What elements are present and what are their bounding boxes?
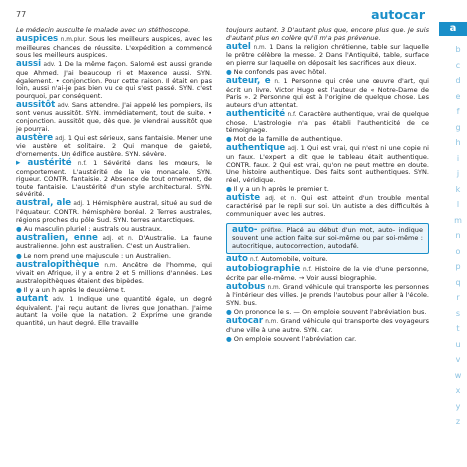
letter-tab-m[interactable]: m bbox=[454, 215, 462, 225]
definition-text: Histoire de la vie d'une personne, écrite par elle-même. → Voir aussi biographie. bbox=[226, 265, 429, 282]
definition-text: Sous les meilleurs auspices, avec les meilleures chances de réussite. L'expédition a commencé sous les meilleurs auspices. bbox=[16, 35, 212, 60]
definition-text: 1 Hémisphère austral, situé au sud de l'équateur. CONTR. hémisphère boréal. 2 Terres australes, régions proches du pôle Sud. SYN. terres antarctiques. bbox=[16, 199, 212, 224]
letter-tab-s[interactable]: s bbox=[455, 308, 461, 318]
dictionary-entry bbox=[16, 200, 212, 224]
note-text: Il y a un h après le premier t. bbox=[233, 184, 329, 193]
part-of-speech: adj. et n. bbox=[102, 235, 134, 242]
headword: authentique bbox=[226, 143, 286, 154]
headword: autel bbox=[226, 41, 251, 52]
part-of-speech: n.m. bbox=[253, 44, 267, 51]
definition-text: 1 Dans la religion chrétienne, table sur laquelle le prêtre célèbre la messe. 2 Dans l'Antiquité, table, surface en pierre sur laquelle on déposait les sacrifices aux dieux. bbox=[226, 42, 429, 67]
dictionary-entry bbox=[16, 232, 212, 251]
note-marker-icon: ● bbox=[226, 67, 234, 76]
letter-tab-e[interactable]: e bbox=[455, 91, 461, 101]
definition-text: Grand véhicule qui transporte des voyageurs d'une ville à une autre. SYN. car. bbox=[226, 317, 429, 334]
part-of-speech: adv. bbox=[43, 62, 56, 69]
part-of-speech: préfixe. bbox=[261, 227, 283, 234]
dictionary-entry bbox=[226, 108, 429, 135]
note-text: Il y a un h après le deuxième t. bbox=[23, 285, 126, 294]
note-text: Au masculin pluriel : australs ou austraux. bbox=[23, 224, 163, 233]
note-text: Le nom prend une majuscule : un Australien. bbox=[23, 251, 171, 260]
headword: autobus bbox=[226, 281, 266, 292]
definition-text: Grand véhicule qui transporte les personnes à l'intérieur des villes. Je prends l'autobus pour aller à l'école. SYN. bus. bbox=[226, 282, 429, 307]
letter-tab-u[interactable]: u bbox=[455, 339, 461, 349]
letter-tab-b[interactable]: b bbox=[455, 45, 461, 54]
definition-text: Placé au début d'un mot, auto- indique souvent une action faite sur soi-même ou par soi-même : autocritique, autocorrection, autodafé. bbox=[232, 225, 423, 250]
page-number: 77 bbox=[16, 10, 27, 19]
part-of-speech: adj. et n. bbox=[264, 195, 297, 202]
definition-text: 1 Qui est sérieux, sans fantaisie. Mener une vie austère et solitaire. 2 Qui manque de gaieté, d'ornements. Un édifice austère. SYN. sévère. bbox=[16, 133, 212, 158]
dictionary-entry bbox=[226, 281, 429, 308]
letter-tab-y[interactable]: y bbox=[455, 401, 461, 411]
definition-text: 1 Personne qui crée une œuvre d'art, qui écrit un livre. Victor Hugo est l'auteur de « Notre-Dame de Paris ». 2 Personne qui est à l'origine de quelque chose. Les auteurs d'un attentat. bbox=[226, 77, 430, 109]
part-of-speech: n.f. bbox=[250, 256, 260, 263]
part-of-speech: n.m. bbox=[267, 284, 281, 291]
part-of-speech: adj. bbox=[287, 146, 299, 153]
example-text: Le médecin ausculte le malade avec un stéthoscope. bbox=[16, 26, 191, 34]
note-marker-icon: ● bbox=[16, 285, 24, 294]
dictionary-entry bbox=[16, 132, 212, 159]
letter-tab-i[interactable]: i bbox=[456, 153, 460, 163]
headword: ▸ austérité bbox=[16, 158, 72, 168]
definition-text: 1 Sévérité dans les mœurs, le comportement. L'austérité de la vie monacale. SYN. rigueur. CONTR. fantaisie. 2 Absence de tout ornement, de toute fantaisie. L'austérité d'un style architectural. SYN. sévérité. bbox=[16, 159, 212, 199]
headword: aussitôt bbox=[16, 99, 56, 110]
dictionary-entry bbox=[16, 36, 212, 60]
dictionary-entry bbox=[16, 160, 212, 199]
example-text: toujours autant. 3 D'autant plus que, encore plus que. Je suis d'autant plus en colère qu'il m'a pas prévenue. bbox=[226, 26, 429, 42]
dictionary-entry bbox=[16, 296, 212, 327]
part-of-speech: n.m. bbox=[104, 262, 118, 269]
continued-text bbox=[226, 27, 429, 42]
page-header bbox=[10, 8, 427, 24]
letter-tab-f[interactable]: f bbox=[456, 107, 460, 116]
headword: aussi bbox=[16, 59, 42, 70]
alphabet-thumb-index bbox=[435, 22, 467, 462]
note-text: On prononce le s. — On emploie souvent l'abréviation bus. bbox=[233, 308, 427, 316]
dictionary-entry bbox=[226, 41, 429, 68]
letter-tab-c[interactable]: c bbox=[455, 60, 461, 70]
dictionary-entry bbox=[226, 192, 429, 219]
note-text: Ne confonds pas avec hôtel. bbox=[233, 67, 327, 76]
headword: auto bbox=[226, 253, 248, 264]
headword: australopithèque bbox=[16, 259, 100, 270]
headword: austral, ale bbox=[16, 198, 72, 209]
letter-tab-g[interactable]: g bbox=[455, 122, 461, 132]
letter-tab-d[interactable]: d bbox=[455, 76, 461, 85]
headword: autobiographie bbox=[226, 264, 301, 275]
definition-text: D'Australie. La faune australienne. John est australien. C'est un Australien. bbox=[16, 233, 212, 251]
note-marker-icon: ● bbox=[16, 251, 24, 260]
part-of-speech: n. bbox=[274, 79, 280, 86]
letter-tab-z[interactable]: z bbox=[455, 417, 461, 426]
letter-tab-p[interactable]: p bbox=[455, 262, 461, 271]
letter-tab-r[interactable]: r bbox=[456, 293, 460, 302]
headword: auto- bbox=[232, 224, 258, 235]
letter-tab-h[interactable]: h bbox=[455, 138, 461, 147]
part-of-speech: n.f. bbox=[287, 111, 297, 118]
part-of-speech: adv. bbox=[57, 102, 70, 109]
definition-text: Automobile, voiture. bbox=[261, 254, 328, 263]
part-of-speech: adv. bbox=[52, 297, 65, 303]
definition-text: Qui est atteint d'un trouble mental caractérisé par le repli sur soi. Un autiste a des difficultés à communiquer avec les autres. bbox=[226, 193, 429, 219]
letter-tab-n[interactable]: n bbox=[455, 231, 461, 240]
definition-text: Sans attendre. J'ai appelé les pompiers, ils sont venus aussitôt. SYN. immédiatement, tout de suite. • conjonction. aussitôt que, dès que. Je viendrai aussitôt que je pourrai. bbox=[16, 100, 212, 133]
dictionary-entry bbox=[16, 99, 212, 133]
note-marker-icon: ● bbox=[226, 334, 234, 343]
headword: autocar bbox=[226, 316, 264, 327]
running-headword: autocar bbox=[371, 7, 425, 22]
headword: auspices bbox=[16, 34, 59, 45]
definition-text: 1 De la même façon. Salomé est aussi grande que Ahmed. J'ai beaucoup ri et Maxence aussi. SYN. également. • conjonction. Pour cette raison. Il était en pas loin, aussi n'ai-je pas bien vu ce qui s'est passé. SYN. c'est pourquoi, par conséquent. bbox=[16, 60, 212, 100]
headword: australien, enne bbox=[16, 232, 98, 243]
letter-tab-t[interactable]: t bbox=[456, 324, 460, 333]
right-column bbox=[226, 27, 429, 345]
note-text: On emploie souvent l'abréviation car. bbox=[233, 334, 357, 343]
letter-tab-j[interactable]: j bbox=[456, 169, 460, 178]
headword: authenticité bbox=[226, 108, 286, 119]
letter-tab-o[interactable]: o bbox=[455, 246, 461, 256]
letter-tab-x[interactable]: x bbox=[455, 386, 461, 395]
headword: autant bbox=[16, 294, 49, 304]
definition-text: Ancêtre de l'homme, qui vivait en Afrique, il y a entre 2 et 5 millions d'années. Les australopithèques étaient des bipèdes. bbox=[16, 260, 212, 285]
part-of-speech: n.f. bbox=[303, 267, 313, 274]
prefix-box bbox=[226, 223, 429, 255]
left-column bbox=[16, 27, 212, 329]
note-marker-icon: ● bbox=[226, 308, 234, 316]
part-of-speech: n.m.plur. bbox=[60, 37, 87, 44]
note-marker-icon: ● bbox=[16, 224, 24, 233]
dictionary-entry bbox=[226, 145, 429, 184]
part-of-speech: adj. bbox=[55, 135, 66, 142]
headword: autiste bbox=[226, 192, 261, 203]
note-marker-icon: ● bbox=[226, 135, 234, 144]
dictionary-entry bbox=[226, 318, 429, 334]
headword: austère bbox=[16, 132, 54, 143]
letter-tab-k[interactable]: k bbox=[455, 184, 461, 194]
definition-text: 1 Qui est vrai, qui n'est ni une copie ni un faux. L'expert a dit que le tableau était authentique. CONTR. faux. 2 Qui est vrai, qu'on ne peut mettre en doute. Une histoire authentique. Des faits sont authentiques. SYN. réel, véridique. bbox=[226, 144, 429, 184]
dictionary-entry bbox=[16, 259, 212, 286]
part-of-speech: n.f. bbox=[77, 161, 87, 167]
part-of-speech: adj. bbox=[73, 201, 85, 208]
letter-tab-v[interactable]: v bbox=[455, 355, 461, 364]
letter-tab-q[interactable]: q bbox=[455, 277, 461, 287]
letter-tab-w[interactable]: w bbox=[454, 370, 462, 380]
dictionary-entry bbox=[226, 78, 429, 109]
definition-text: 1 Indique une quantité égale, un degré équivalent. J'ai reçu autant de livres que Jonathan. J'aime autant la voile que la natation. 2 Exprime une grande quantité, un haut degré. Elle travaille bbox=[16, 295, 212, 327]
part-of-speech: n.m. bbox=[265, 319, 279, 326]
letter-tab-l[interactable]: l bbox=[456, 200, 460, 209]
note-marker-icon: ● bbox=[226, 184, 234, 193]
active-letter-tab[interactable]: a bbox=[439, 22, 467, 36]
dictionary-entry bbox=[16, 61, 212, 100]
usage-note bbox=[226, 336, 429, 344]
note-text: Mot de la famille de authentique. bbox=[233, 135, 343, 144]
definition-text: Caractère authentique, vrai de quelque chose. L'astrologie n'a pas établi l'authenticité de ce témoignage. bbox=[226, 109, 429, 135]
headword: auteur, e bbox=[226, 76, 271, 87]
dictionary-entry bbox=[226, 266, 429, 282]
letter-index bbox=[452, 42, 464, 430]
